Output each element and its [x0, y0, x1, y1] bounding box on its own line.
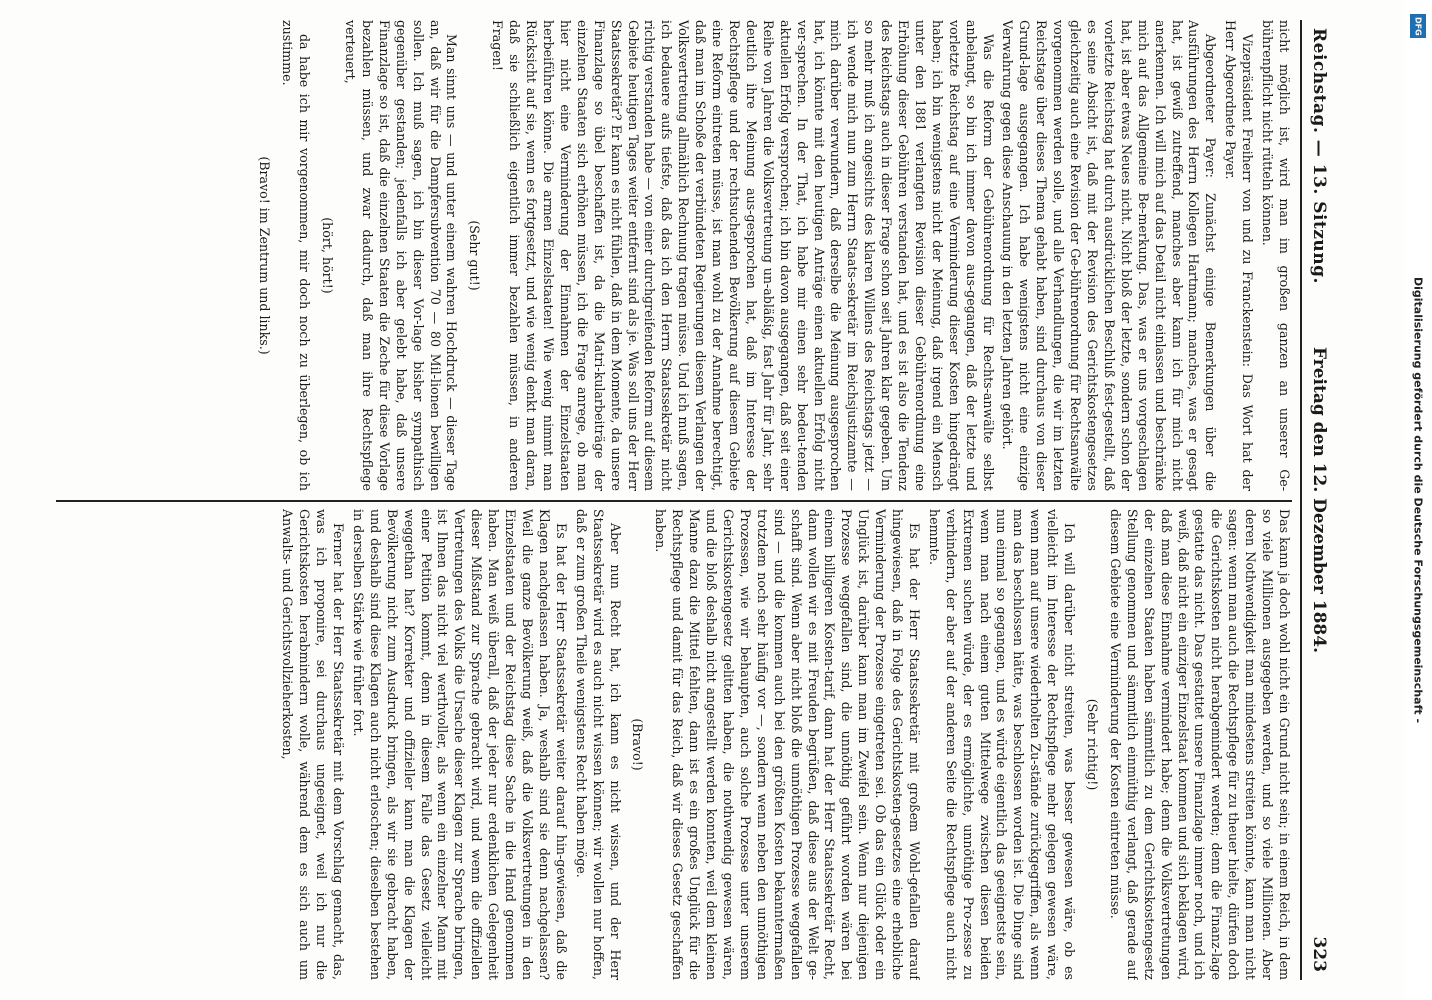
paragraph: Ich will darüber nicht streiten, was besser gewesen wäre, ob es vielleicht im Interesse der Rechtspflege mehr gelegen gewesen wäre, wenn man auf unsere wiederholten Zu-stände zurückgegriffen, als wenn man das beschlossen hätte, was beschlossen worden ist. Die Dinge sind nun einmal so gegangen, und es würde eigentlich das geeignetste sein, wenn man nach einem guten Mittelwege zwischen diesen beiden Extremen suchen würde, der es ermöglichte, unnöthige Pro-zesse zu verhindern, der aber auf der anderen Seite die Rechtspflege auch nicht hemmte. [926, 509, 1078, 980]
left-column [46, 20, 1292, 491]
header-date: Freitag den 12. Dezember 1884. [1309, 347, 1329, 653]
paragraph: Vizepräsident Freiherr von und zu Franckenstein: Das Wort hat der Herr Abgeordnete Payer. [1223, 20, 1256, 491]
paragraph: Was die Reform der Gebührenordnung für Rechts-anwälte selbst anbelangt, so bin ich immer davon aus-gegangen, daß der letzte und vorletzte Reichstag auf eine Verminderung dieser Kosten hingedrängt haben; ich bin wenigstens nicht der Meinung, daß irgend ein Mensch unter den 1881 verlangten Revision dieser Gebührenordnung eine Erhöhung dieser Gebühren verstanden hat, und es ist also die Tendenz des Reichstags auch in dieser Frage schon seit Jahren klar gegeben. Um so mehr muß ich angesichts des klaren Willens des Reichstags jetzt — ich wende mich nun zum Herrn Staats-sekretär im Reichsjustizamte — mich darüber verwundern, daß derselbe die Meinung ausgesprochen hat, ich könnte mit den heutigen Anträge einen aktuellen Erfolg nicht ver-sprechen. In der That, ich habe mir einen sehr bedeu-tenden aktuellen Erfolg versprochen; ich bin davon ausgegangen, daß seit einer Reihe von Jahren die Volksvertretung un-abläßig, fast Jahr für Jahr, sehr deutlich ihre Meinung aus-gesprochen hat, daß im Interesse der Rechtspflege und der rechtsuchenden Bevölkerung auf diesem Gebiete eine Reform eintreten müsse, ist man wohl zu der Annahme berechtigt, daß man im Schoße der verbündeten Regierungen diesem Verlangen der Volksvertretung allmählich Rechnung tragen müsse. Und ich muß sagen, ich bedauere aufs tiefste, daß das ich den Herrn Staatssekretär nicht richtig verstanden habe — von einer durchgreifenden Reform auf diesem Gebiete heutigen Tages weiter entfernt sind als je. Was soll uns der Herr Staatssekretär? Er kann es nicht fühlen, daß in dem Momente, da unsere Finanzlage so übel beschaffen ist, da die Matri-kularbeiträge der einzelnen Staaten sich erhöhen müssen, ich die Frage anrege, ob man hier nicht eine Verminderung der Einnahmen der Einzelstaaten herbeiführen könne. Die armen Einzelstaaten! Wie wenig nimmt man Rücksicht auf sie, wenn es fortgesetzt, und wie wenig denkt man daran, daß sie schließlich eigentlich immer bezahlen müssen, in anderen Fragen! [490, 20, 996, 491]
right-column [46, 509, 1292, 980]
page-number: 323 [1309, 936, 1329, 972]
paragraph: Ferner hat der Herr Staatssekretär mit dem Vorschlag gemacht, das, was ich proponire, sei durchaus ungeeignet, weil ich nur die Gerichtskosten herabmindern wolle, während dem es sich auch um Anwalts- und Gerichtsvollzieherkosten, [280, 509, 347, 980]
paragraph: Abgeordneter Payer: Zunächst einige Bemerkungen über die Ausführungen des Herrn Kollegen Hartmann; manches, was er gesagt hat, ist gewiß zutreffend, manches aber kann ich für mich nicht anerkennen. Ich will mich auf das Detail nicht einlassen und beschränke mich auf das Allgemeine Be-merkung. Das, was er uns vorgeschlagen hat, ist aber etwas Neues nicht. Nicht bloß der letzte, sondern schon der vorletzte Reichstag hat durch ausdrücklichen Beschluß fest-gestellt, daß es seine Absicht ist, daß mit der Revision des Gerichtskostengesetzes gleichzeitig auch eine Revision der Ge-bührenordnung für Rechtsanwälte vorgenommen werden solle, und alle Verhandlungen, die wir im letzten Reichstage über dieses Thema gehabt haben, sind durchaus von dieser Grund-lage ausgegangen. Ich habe wenigstens nicht eine einzige Verwahrung gegen diese Anschauung in den letzten Jahren gehört. [1000, 20, 1219, 491]
paragraph: Es hat der Herr Staatssekretär weiter darauf hin-gewiesen, daß die Klagen nachgelassen haben. Ja, weshalb sind sie denn nachgelassen? Weil die ganze Bevölkerung weiß, daß die Volksvertretungen in den Einzelstaaten und der Reichstag diese Sache in die Hand genommen haben. Man weiß überall, daß der jeder nur erdenklichen Gelegenheit dieser Mißstand zur Sprache gebracht wird, und wenn die offiziellen Vertretungen des Volks die Ursache dieser Klagen zur Sprache bringen, ist Ihnen das nicht viel werthvoller, als wenn ein einzelner Mann mit einer Petition kommt, denn in diesem Falle das Gesetz vielleicht weggethan hat? Korrekter und offizieller kann man die Klagen der Bevölkerung nicht zum Ausdruck bringen, als wir sie gebracht haben, und deshalb sind diese Klagen auch nicht erloschen; dieselben bestehen in derselben Stärke wie früher fort. [350, 509, 569, 980]
paragraph: Man sinnt uns — und unter einem wahren Hochdruck — dieser Tage an, daß wir für die Dampfersubvention 70 — 80 Mil-lionen bewilligen sollen. Ich muß sagen, ich bin dieser Vor-lage bisher sympathisch gegenüber gestanden; jedenfalls ich aber gelebt habe, daß unsere Finanzlage so ist, daß die einzelnen Staaten die Zeche für diese Vorlage bezahlen müssen, und zwar dadurch, daß man ihre Rechtspflege verteuert, [343, 20, 460, 491]
interjection: (Bravo! im Zentrum und links.) [257, 156, 273, 355]
dfg-logo: DFG [1410, 14, 1426, 38]
digitization-credit [1404, 0, 1432, 1000]
paragraph: Das kann ja doch wohl nicht ein Grund nicht sein; in einem Reich, in dem so viele Millionen ausgegeben werden, und so viele Millionen. Aber deren Nothwendigkeit man mindestens streiten könnte, kann man nicht sagen: wenn man auch die Rechtspflege für zu theuer hielte, dürfen doch die Gerichtskosten nicht herabgemindert werden; denn die Finanz-lage gestatte das nicht. Das gestattet unsere Finanzlage immer noch, und ich weiß, daß nicht ein einziger Einzelstaat kommen und sich beklagen wird, daß man diese Einnahme vermindert habe; denn die Volksvertretungen der einzelnen Staaten haben sämmtlich zu dem Gerichtskostengesetz Stellung genommen und sämmtlich einmüthig verlangt, daß gerade auf diesem Gebiete eine Verminderung der Kosten eintreten müsse. [1107, 509, 1292, 980]
paragraph: da habe ich mir vorgenommen, mir doch noch zu überlegen, ob ich zustimme. [280, 20, 313, 491]
page-header [1300, 20, 1336, 980]
paragraph: Aber nun Recht hat, ich kann es nicht wissen, und der Herr Staatssekretär wird es auch nicht wissen können; wir wollen nur hoffen, daß er zum großen Theile wenigstens Recht haben möge. [573, 509, 623, 980]
interjection: (Sehr gut!) [467, 220, 483, 291]
credit-text: Digitalisierung gefördert durch die Deutsche Forschungsgemeinschaft - [1411, 276, 1425, 724]
interjection: (hört, hört!) [320, 217, 336, 294]
rotated-page [46, 20, 1336, 980]
paragraph: nicht möglich ist, wird man im großen ganzen an unserer Ge-bührenpflicht nicht rütteln können. [1260, 20, 1292, 491]
paragraph: Es hat der Herr Staatssekretär mit großem Wohl-gefallen darauf hingewiesen, daß in Folge des Gerichtskosten-gesetzes eine erhebliche Verminderung der Prozesse eingetreten sei. Ob das ein Glück oder ein Unglück ist, darüber kann man im Zweifel sein. Wenn nur diejenigen Prozesse weggefallen sind, die unnöthig geführt worden wären bei einem billigeren Kosten-tarif, dann hat der Herr Staatssekretär Recht, dann wollen wir es mit Freuden begrüßen, daß diese aus der Welt ge-schafft sind. Wenn aber nicht bloß die unnöthigen Prozesse weggefallen sind — und die kommen auch bei den größten Kosten bekanntermaßen trotzdem noch sehr häufig vor —, sondern wenn neben den unnöthigen Prozessen, wie wir behaupten, auch solche Prozesse unter unserem Gerichtskostengesetz gelitten haben, die nothwendig gewesen wären, und die bloß deshalb nicht angestellt werden konnten, weil dem kleinen Manne dazu die Mittel fehlten, dann ist es ein großes Unglück für die Rechtspflege und damit für das Reich, daß wir dieses Gesetz geschaffen haben. [653, 509, 922, 980]
interjection: (Sehr richtig!) [1085, 698, 1101, 791]
interjection: (Bravo!) [630, 718, 646, 771]
header-session: Reichstag. — 13. Sitzung. [1309, 28, 1329, 284]
